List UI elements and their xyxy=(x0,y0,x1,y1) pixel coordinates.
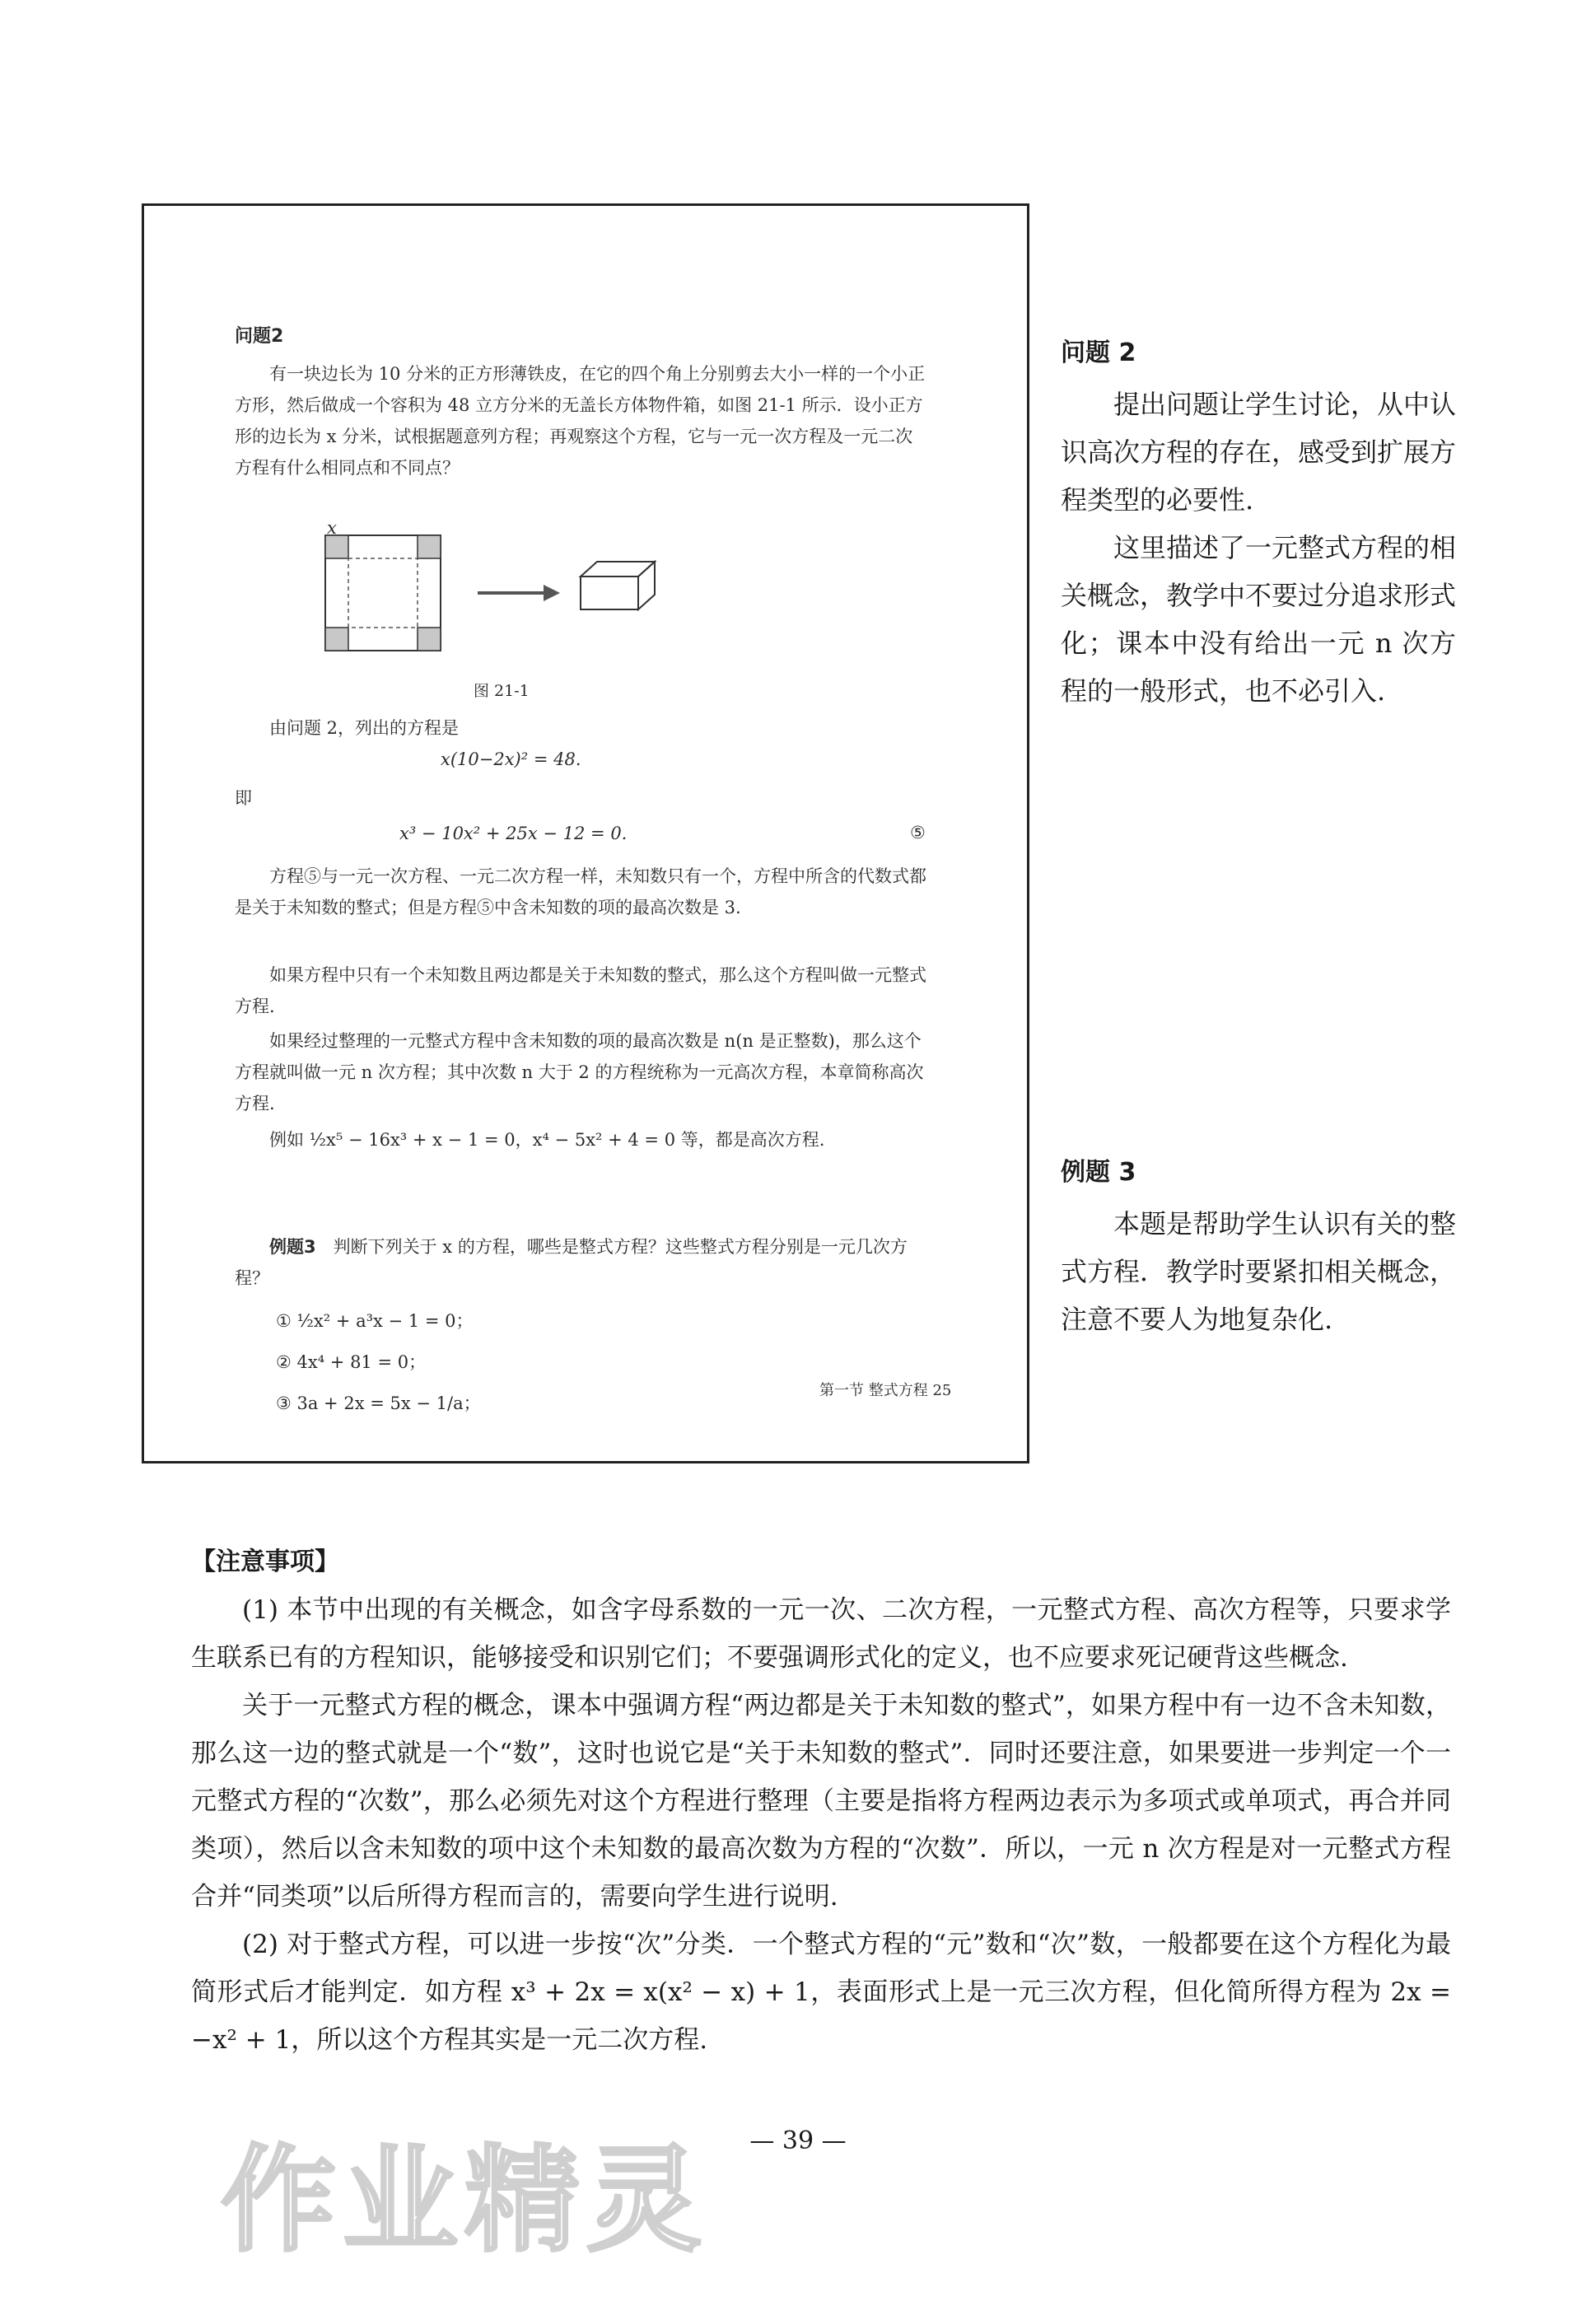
textbook-inset xyxy=(142,203,1029,1463)
example-item-3: ③ 3a + 2x = 5x − 1/a； xyxy=(276,1393,481,1413)
inset-paragraph-3: 如果经过整理的一元整式方程中含未知数的项的最高次数是 n(n 是正整数)，那么这个方程就叫做一元 n 次方程；其中次数 n 大于 2 的方程统称为一元高次方程，本章简称高次方程. xyxy=(235,1031,924,1113)
notes-title: 【注意事项】 xyxy=(191,1547,339,1576)
side-paragraph-3: 本题是帮助学生认识有关的整式方程．教学时要紧扣相关概念，注意不要人为地复杂化. xyxy=(1061,1208,1457,1335)
inset-paragraph-4: 例如 ½x⁵ − 16x³ + x − 1 = 0，x⁴ − 5x² + 4 = 0 等，都是高次方程. xyxy=(269,1130,825,1150)
notes-paragraph-3: (2) 对于整式方程，可以进一步按“次”分类．一个整式方程的“元”数和“次”数，一般都要在这个方程化为最简形式后才能判定．如方程 x³ + 2x = x(x² − x) + 1，表面形式上是一元三次方程，但化简所得方程为 2x = −x² + 1，所以这个方程其实是一元二次方程. xyxy=(191,1930,1451,2055)
equation-1: x(10−2x)² = 48. xyxy=(441,749,581,769)
inset-paragraph-1: 方程⑤与一元一次方程、一元二次方程一样，未知数只有一个，方程中所含的代数式都是关于未知数的整式；但是方程⑤中含未知数的项的最高次数是 3. xyxy=(235,866,926,917)
equation-intro-2: 即 xyxy=(235,788,252,808)
equation-2: x³ − 10x² + 25x − 12 = 0. xyxy=(399,824,628,843)
figure-label-x: x xyxy=(327,518,337,538)
side-heading-problem2: 问题 2 xyxy=(1061,338,1136,367)
notes-section xyxy=(191,1538,1451,2064)
inset-paragraph-2: 如果方程中只有一个未知数且两边都是关于未知数的整式，那么这个方程叫做一元整式方程. xyxy=(235,965,926,1016)
example3-block xyxy=(235,1231,926,1294)
example-item-2: ② 4x⁴ + 81 = 0； xyxy=(276,1352,427,1372)
problem2-title: 问题2 xyxy=(235,326,284,347)
equation-intro: 由问题 2，列出的方程是 xyxy=(269,718,460,738)
notes-paragraph-2: 关于一元整式方程的概念，课本中强调方程“两边都是关于未知数的整式”，如果方程中有一边不含未知数，那么这一边的整式就是一个“数”，这时也说它是“关于未知数的整式”．同时还要注意，如果要进一步判定一个一元整式方程的“次数”，那么必须先对这个方程进行整理（主要是指将方程两边表示为多项式或单项式，再合并同类项），然后以含未知数的项中这个未知数的最高次数为方程的“次数”．所以，一元 n 次方程是对一元整式方程合并“同类项”以后所得方程而言的，需要向学生进行说明. xyxy=(191,1691,1451,1912)
figure-21-1 xyxy=(309,519,721,667)
side-note-example3 xyxy=(1061,1149,1456,1343)
example-item-1: ① ½x² + a³x − 1 = 0； xyxy=(276,1311,474,1331)
page-number: — 39 — xyxy=(749,2126,847,2155)
notes-paragraph-1: (1) 本节中出现的有关概念，如含字母系数的一元一次、二次方程，一元整式方程、高次方程等，只要求学生联系已有的方程知识，能够接受和识别它们；不要强调形式化的定义，也不应要求死记硬背这些概念. xyxy=(191,1595,1451,1673)
side-paragraph-2: 这里描述了一元整式方程的相关概念，教学中不要过分追求形式化；课本中没有给出一元 n 次方程的一般形式，也不必引入. xyxy=(1061,532,1457,707)
problem2-text: 有一块边长为 10 分米的正方形薄铁皮，在它的四个角上分别剪去大小一样的一个小正方形，然后做成一个容积为 48 立方分米的无盖长方体物件箱，如图 21-1 所示．设小正方形的边长为 x 分米，试根据题意列方程；再观察这个方程，它与一元一次方程及一元二次方程有什么相同点和不同点？ xyxy=(235,364,926,478)
inset-footer: 第一节 整式方程 25 xyxy=(819,1382,952,1399)
side-note-problem2 xyxy=(1061,329,1456,715)
side-heading-example3: 例题 3 xyxy=(1061,1158,1136,1187)
example3-label: 例题3 xyxy=(269,1237,316,1257)
watermark: 作业精灵 xyxy=(221,2134,709,2268)
example3-text: 判断下列关于 x 的方程，哪些是整式方程？这些整式方程分别是一元几次方程？ xyxy=(235,1237,908,1288)
figure-caption: 图 21-1 xyxy=(474,682,530,700)
side-paragraph-1: 提出问题让学生讨论，从中认识高次方程的存在，感受到扩展方程类型的必要性. xyxy=(1061,389,1457,516)
equation-number: ⑤ xyxy=(910,823,926,843)
